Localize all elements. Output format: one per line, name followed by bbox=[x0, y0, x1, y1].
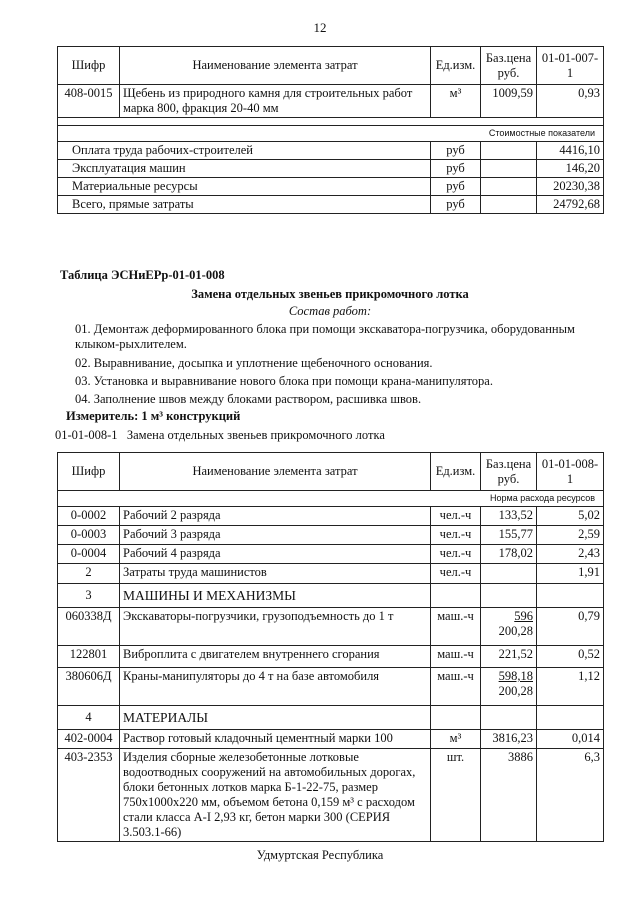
table-row bbox=[58, 730, 604, 749]
price-secondary: 200,28 bbox=[498, 684, 533, 698]
row-name: Рабочий 2 разряда bbox=[120, 507, 431, 526]
col-code: Шифр bbox=[58, 47, 120, 85]
row-name: Затраты труда машинистов bbox=[120, 564, 431, 584]
table-header-row bbox=[58, 47, 604, 85]
row-code: 380606Д bbox=[58, 668, 120, 706]
col-norm: 01-01-008-1 bbox=[537, 453, 604, 491]
row-name: Щебень из природного камня для строительных работ марка 800, фракция 20-40 мм bbox=[120, 85, 431, 118]
row-price: 133,52 bbox=[481, 507, 537, 526]
row-name: Экскаваторы-погрузчики, грузоподъемность до 1 т bbox=[120, 608, 431, 646]
summary-value: 24792,68 bbox=[537, 196, 604, 214]
row-unit: маш.-ч bbox=[431, 668, 481, 706]
works-title: Состав работ: bbox=[288, 304, 372, 318]
summary-row bbox=[58, 160, 604, 178]
row-unit: шт. bbox=[431, 749, 481, 842]
row-name: Раствор готовый кладочный цементный марки 100 bbox=[120, 730, 431, 749]
row-code: 403-2353 bbox=[58, 749, 120, 842]
row-value: 0,52 bbox=[537, 646, 604, 668]
section-title: МАТЕРИАЛЫ bbox=[120, 706, 431, 730]
row-name: Виброплита с двигателем внутреннего сгорания bbox=[120, 646, 431, 668]
row-unit: чел.-ч bbox=[431, 545, 481, 564]
summary-value: 146,20 bbox=[537, 160, 604, 178]
row-name: Рабочий 4 разряда bbox=[120, 545, 431, 564]
row-value: 1,91 bbox=[537, 564, 604, 584]
code-line: 01-01-008-1 Замена отдельных звеньев прикромочного лотка bbox=[55, 428, 385, 442]
summary-label: Всего, прямые затраты bbox=[58, 196, 431, 214]
row-value: 0,79 bbox=[537, 608, 604, 646]
row-price: 3816,23 bbox=[481, 730, 537, 749]
work-item: 02. Выравнивание, досыпка и уплотнение щебеночного основания. bbox=[75, 356, 433, 370]
row-price: 3886 bbox=[481, 749, 537, 842]
row-value: 1,12 bbox=[537, 668, 604, 706]
row-value: 6,3 bbox=[537, 749, 604, 842]
table-row bbox=[58, 668, 604, 706]
subheader-norm: Норма расхода ресурсов bbox=[58, 491, 604, 507]
table-row bbox=[58, 646, 604, 668]
work-item: 01. Демонтаж деформированного блока при помощи экскаватора-погрузчика, оборудованным клыком-рыхлителем. bbox=[75, 322, 575, 351]
table-row bbox=[58, 85, 604, 118]
summary-label: Эксплуатация машин bbox=[58, 160, 431, 178]
summary-value: 4416,10 bbox=[537, 142, 604, 160]
summary-row bbox=[58, 196, 604, 214]
work-item: 03. Установка и выравнивание нового блока при помощи крана-манипулятора. bbox=[75, 374, 493, 388]
summary-label: Оплата труда рабочих-строителей bbox=[58, 142, 431, 160]
price-main: 598,18 bbox=[498, 669, 533, 683]
price-secondary: 200,28 bbox=[498, 624, 533, 638]
subheader-row bbox=[58, 491, 604, 507]
subheader-row bbox=[58, 126, 604, 142]
table-title: Таблица ЭСНиЕРр-01-01-008 bbox=[60, 268, 225, 282]
row-unit: маш.-ч bbox=[431, 608, 481, 646]
row-value: 2,59 bbox=[537, 526, 604, 545]
summary-unit: руб bbox=[431, 196, 481, 214]
row-price bbox=[481, 608, 537, 646]
row-value: 0,014 bbox=[537, 730, 604, 749]
row-price: 178,02 bbox=[481, 545, 537, 564]
summary-unit: руб bbox=[431, 178, 481, 196]
row-code: 2 bbox=[58, 564, 120, 584]
section-row bbox=[58, 584, 604, 608]
summary-empty bbox=[481, 142, 537, 160]
measure-line: Измеритель: 1 м³ конструкций bbox=[66, 409, 241, 423]
spacer-row bbox=[58, 118, 604, 126]
section-heading: Замена отдельных звеньев прикромочного лотка bbox=[191, 287, 469, 301]
footer-region: Удмуртская Республика bbox=[256, 848, 384, 862]
row-price: 155,77 bbox=[481, 526, 537, 545]
table-row bbox=[58, 545, 604, 564]
table-row bbox=[58, 507, 604, 526]
summary-empty bbox=[481, 196, 537, 214]
row-name: Краны-манипуляторы до 4 т на базе автомобиля bbox=[120, 668, 431, 706]
row-code: 060338Д bbox=[58, 608, 120, 646]
row-name: Рабочий 3 разряда bbox=[120, 526, 431, 545]
summary-unit: руб bbox=[431, 142, 481, 160]
table-row bbox=[58, 608, 604, 646]
summary-empty bbox=[481, 178, 537, 196]
row-code: 0-0002 bbox=[58, 507, 120, 526]
row-code: 402-0004 bbox=[58, 730, 120, 749]
row-value: 0,93 bbox=[537, 85, 604, 118]
row-unit: чел.-ч bbox=[431, 507, 481, 526]
row-price: 1009,59 bbox=[481, 85, 537, 118]
col-price: Баз.цена руб. bbox=[481, 47, 537, 85]
row-unit: м³ bbox=[431, 85, 481, 118]
col-unit: Ед.изм. bbox=[431, 453, 481, 491]
table-row bbox=[58, 564, 604, 584]
row-unit: чел.-ч bbox=[431, 526, 481, 545]
section-row bbox=[58, 706, 604, 730]
summary-row bbox=[58, 142, 604, 160]
row-code: 122801 bbox=[58, 646, 120, 668]
page-number: 12 bbox=[313, 20, 327, 35]
col-price: Баз.цена руб. bbox=[481, 453, 537, 491]
row-unit: маш.-ч bbox=[431, 646, 481, 668]
row-code: 408-0015 bbox=[58, 85, 120, 118]
resource-table-008 bbox=[57, 452, 604, 842]
col-code: Шифр bbox=[58, 453, 120, 491]
summary-value: 20230,38 bbox=[537, 178, 604, 196]
row-value: 5,02 bbox=[537, 507, 604, 526]
table-row bbox=[58, 749, 604, 842]
col-norm: 01-01-007-1 bbox=[537, 47, 604, 85]
subheader-cost: Стоимостные показатели bbox=[58, 126, 604, 142]
summary-empty bbox=[481, 160, 537, 178]
row-name: Изделия сборные железобетонные лотковые водоотводных сооружений на автомобильных дорогах, блоки бетонных лотков марка Б-1-22-75, размер 750х1000х220 мм, объемом бетона 0,159 м³ с расходом стали класса А-I 2,93 кг, бетон марки 300 (СЕРИЯ 3.503.1-66) bbox=[120, 749, 431, 842]
col-name: Наименование элемента затрат bbox=[120, 47, 431, 85]
table-row bbox=[58, 526, 604, 545]
row-value: 2,43 bbox=[537, 545, 604, 564]
summary-label: Материальные ресурсы bbox=[58, 178, 431, 196]
row-price bbox=[481, 668, 537, 706]
col-name: Наименование элемента затрат bbox=[120, 453, 431, 491]
section-code: 4 bbox=[58, 706, 120, 730]
row-code: 0-0003 bbox=[58, 526, 120, 545]
price-main: 596 bbox=[514, 609, 533, 623]
row-unit: чел.-ч bbox=[431, 564, 481, 584]
row-price bbox=[481, 564, 537, 584]
section-code: 3 bbox=[58, 584, 120, 608]
row-code: 0-0004 bbox=[58, 545, 120, 564]
row-unit: м³ bbox=[431, 730, 481, 749]
summary-row bbox=[58, 178, 604, 196]
section-title: МАШИНЫ И МЕХАНИЗМЫ bbox=[120, 584, 431, 608]
resource-table-007 bbox=[57, 46, 604, 214]
summary-unit: руб bbox=[431, 160, 481, 178]
col-unit: Ед.изм. bbox=[431, 47, 481, 85]
row-price: 221,52 bbox=[481, 646, 537, 668]
table-header-row bbox=[58, 453, 604, 491]
work-item: 04. Заполнение швов между блоками раствором, расшивка швов. bbox=[75, 392, 422, 406]
